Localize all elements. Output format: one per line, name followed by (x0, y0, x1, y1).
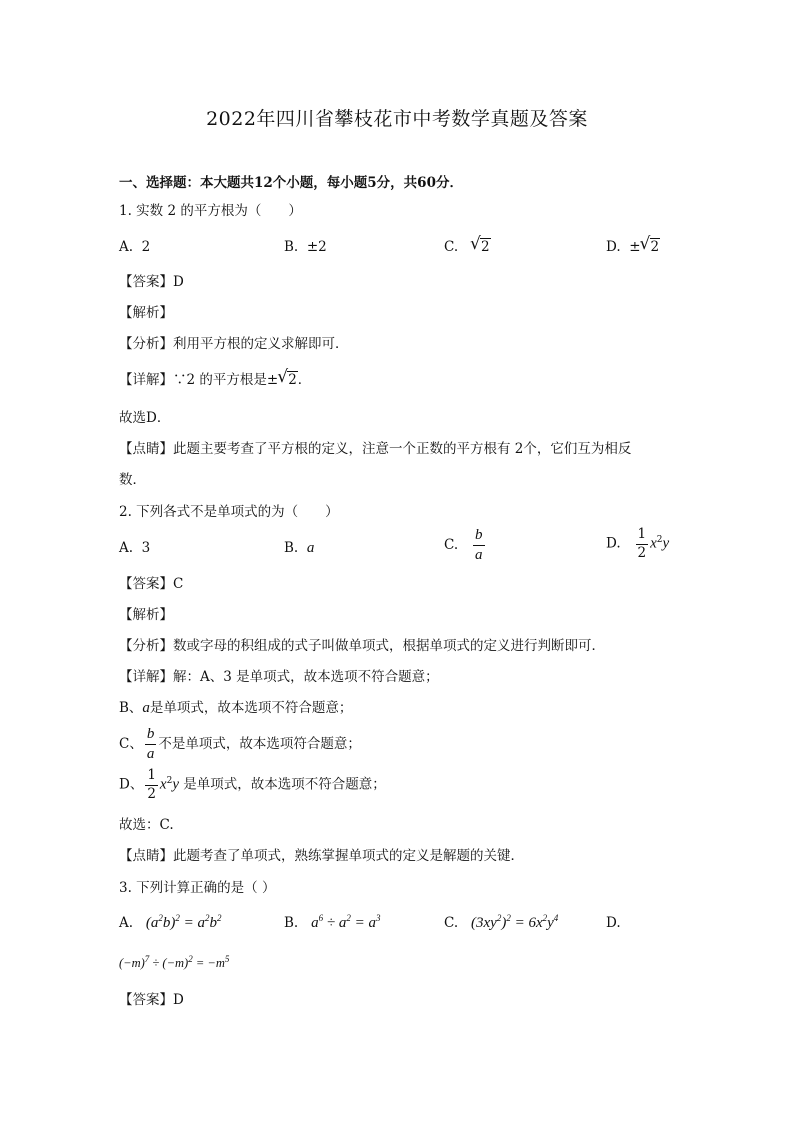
q2-option-d-var-y: y (662, 535, 670, 552)
q2-line-b (119, 699, 352, 717)
q3-answer: 【答案】D (119, 992, 184, 1008)
q1-option-c-sqrt (471, 238, 491, 256)
q1-option-d-label: D. (606, 239, 621, 255)
q1-option-b (284, 238, 327, 256)
q1-option-c-label: C. (444, 239, 459, 255)
q2-option-d-denominator: 2 (637, 544, 647, 561)
q2-fenxi: 【分析】数或字母的积组成的式子叫做单项式，根据单项式的定义进行判断即可． (119, 638, 605, 654)
q2-analysis: 【解析】 (119, 607, 173, 623)
q2-line-d-denominator: 2 (147, 785, 156, 802)
q1-dianjing-line1: 【点睛】此题主要考查了平方根的定义，注意一个正数的平方根有 2个，它们互为相反 (119, 441, 632, 457)
q1-stem: 1. 实数 2 的平方根为（ ） (119, 203, 302, 219)
q3-option-d-label: D. (606, 915, 621, 931)
q1-option-d-sqrt (641, 238, 661, 256)
q2-line-c-text: 不是单项式，故本选项符合题意； (158, 736, 361, 752)
q2-line-c (119, 727, 361, 762)
q3-option-c-label: C. (444, 915, 459, 931)
q2-option-d-exponent: 2 (656, 535, 663, 545)
q2-option-c-fraction (473, 528, 485, 563)
q1-option-d-radicand: 2 (650, 239, 660, 255)
q1-option-d (606, 238, 660, 256)
q1-analysis: 【解析】 (119, 305, 173, 321)
q3-option-b (284, 914, 380, 932)
q2-line-b-text: 是单项式，故本选项不符合题意； (149, 700, 353, 716)
q2-line-d-fraction (145, 769, 158, 801)
q2-option-b-value: a (306, 540, 315, 556)
q3-option-a-formula: $(a^2b)^2 = a^2b^2$ (145, 913, 222, 931)
q2-line-b-prefix: B、 (119, 700, 143, 716)
q3-option-a (119, 914, 222, 932)
q2-line-d (119, 769, 386, 801)
q2-line-c-prefix: C、 (119, 736, 143, 752)
q3-option-d (606, 914, 621, 932)
q2-line-d-prefix: D、 (119, 776, 144, 793)
q2-choose: 故选：C. (119, 817, 174, 833)
q2-option-d-var-x: x (650, 535, 657, 552)
q1-choose: 故选D． (119, 410, 171, 426)
q1-option-b-label: B. (284, 239, 299, 255)
q1-fenxi: 【分析】利用平方根的定义求解即可． (119, 336, 349, 352)
q2-dianjing: 【点睛】此题考查了单项式，熟练掌握单项式的定义是解题的关键． (119, 848, 524, 864)
q1-xiangjie-text: 【详解】∵2 的平方根是± (119, 372, 279, 388)
q2-line-c-fraction (145, 727, 157, 762)
q1-option-a-value: 2 (141, 239, 151, 255)
q3-stem: 3. 下列计算正确的是（ ） (119, 880, 276, 896)
q1-option-a-label: A. (119, 239, 134, 255)
q2-option-c-denominator: a (475, 547, 483, 563)
q3-option-b-label: B. (284, 915, 299, 931)
q1-dianjing-line2: 数． (119, 472, 146, 488)
q2-option-d-numerator: 1 (636, 528, 649, 545)
section-heading: 一、选择题：本大题共12个小题，每小题5分，共60分． (119, 175, 463, 191)
q1-answer: 【答案】D (119, 274, 184, 290)
q2-answer: 【答案】C (119, 576, 184, 592)
q2-option-a-label: A. (119, 540, 134, 556)
q1-xiangjie-radicand: 2 (288, 372, 297, 388)
q1-option-a (119, 238, 150, 256)
q1-option-b-value: ±2 (306, 239, 327, 255)
q2-line-c-numerator: b (145, 727, 157, 745)
q2-xiangjie: 【详解】解：A、3 是单项式，故本选项不符合题意； (119, 669, 439, 685)
q2-line-b-var: a (142, 700, 150, 716)
page-title: 2022年四川省攀枝花市中考数学真题及答案 (206, 108, 588, 130)
q2-option-b (284, 539, 314, 557)
q2-line-d-exponent: 2 (166, 776, 173, 786)
q2-line-c-denominator: a (146, 746, 155, 762)
q3-option-d-formula: $(-m)^7 \div (-m)^2 = -m^5$ (119, 953, 230, 970)
q3-option-c (444, 914, 558, 932)
q2-line-d-numerator: 1 (145, 769, 158, 786)
q2-option-c-label: C. (444, 537, 459, 553)
q1-xiangjie-sqrt (278, 371, 298, 389)
q2-option-a-value: 3 (141, 540, 151, 556)
q1-option-c (444, 238, 491, 256)
q1-option-d-prefix: ± (629, 239, 641, 255)
q2-option-c-numerator: b (473, 528, 485, 546)
q1-xiangjie (119, 371, 311, 389)
q2-option-a (119, 539, 150, 557)
q2-option-d (606, 528, 669, 560)
q2-option-d-fraction (636, 528, 649, 560)
q2-option-c (444, 528, 487, 563)
q2-option-d-label: D. (606, 535, 621, 552)
q2-line-d-text: 是单项式，故本选项不符合题意； (179, 776, 386, 793)
q3-option-a-label: A. (119, 915, 134, 931)
q3-option-c-formula: $(3xy^2)^2 = 6x^2y^4$ (471, 913, 559, 931)
q1-xiangjie-suffix: ． (297, 372, 312, 388)
q2-option-b-label: B. (284, 540, 299, 556)
q1-option-c-radicand: 2 (481, 239, 490, 255)
q3-option-b-formula: $a^6 \div a^2 = a^3$ (311, 913, 381, 931)
q2-line-d-var-x: x (159, 776, 167, 793)
q2-line-d-var-y: y (172, 776, 179, 793)
q2-stem: 2. 下列各式不是单项式的为（ ） (119, 504, 339, 520)
